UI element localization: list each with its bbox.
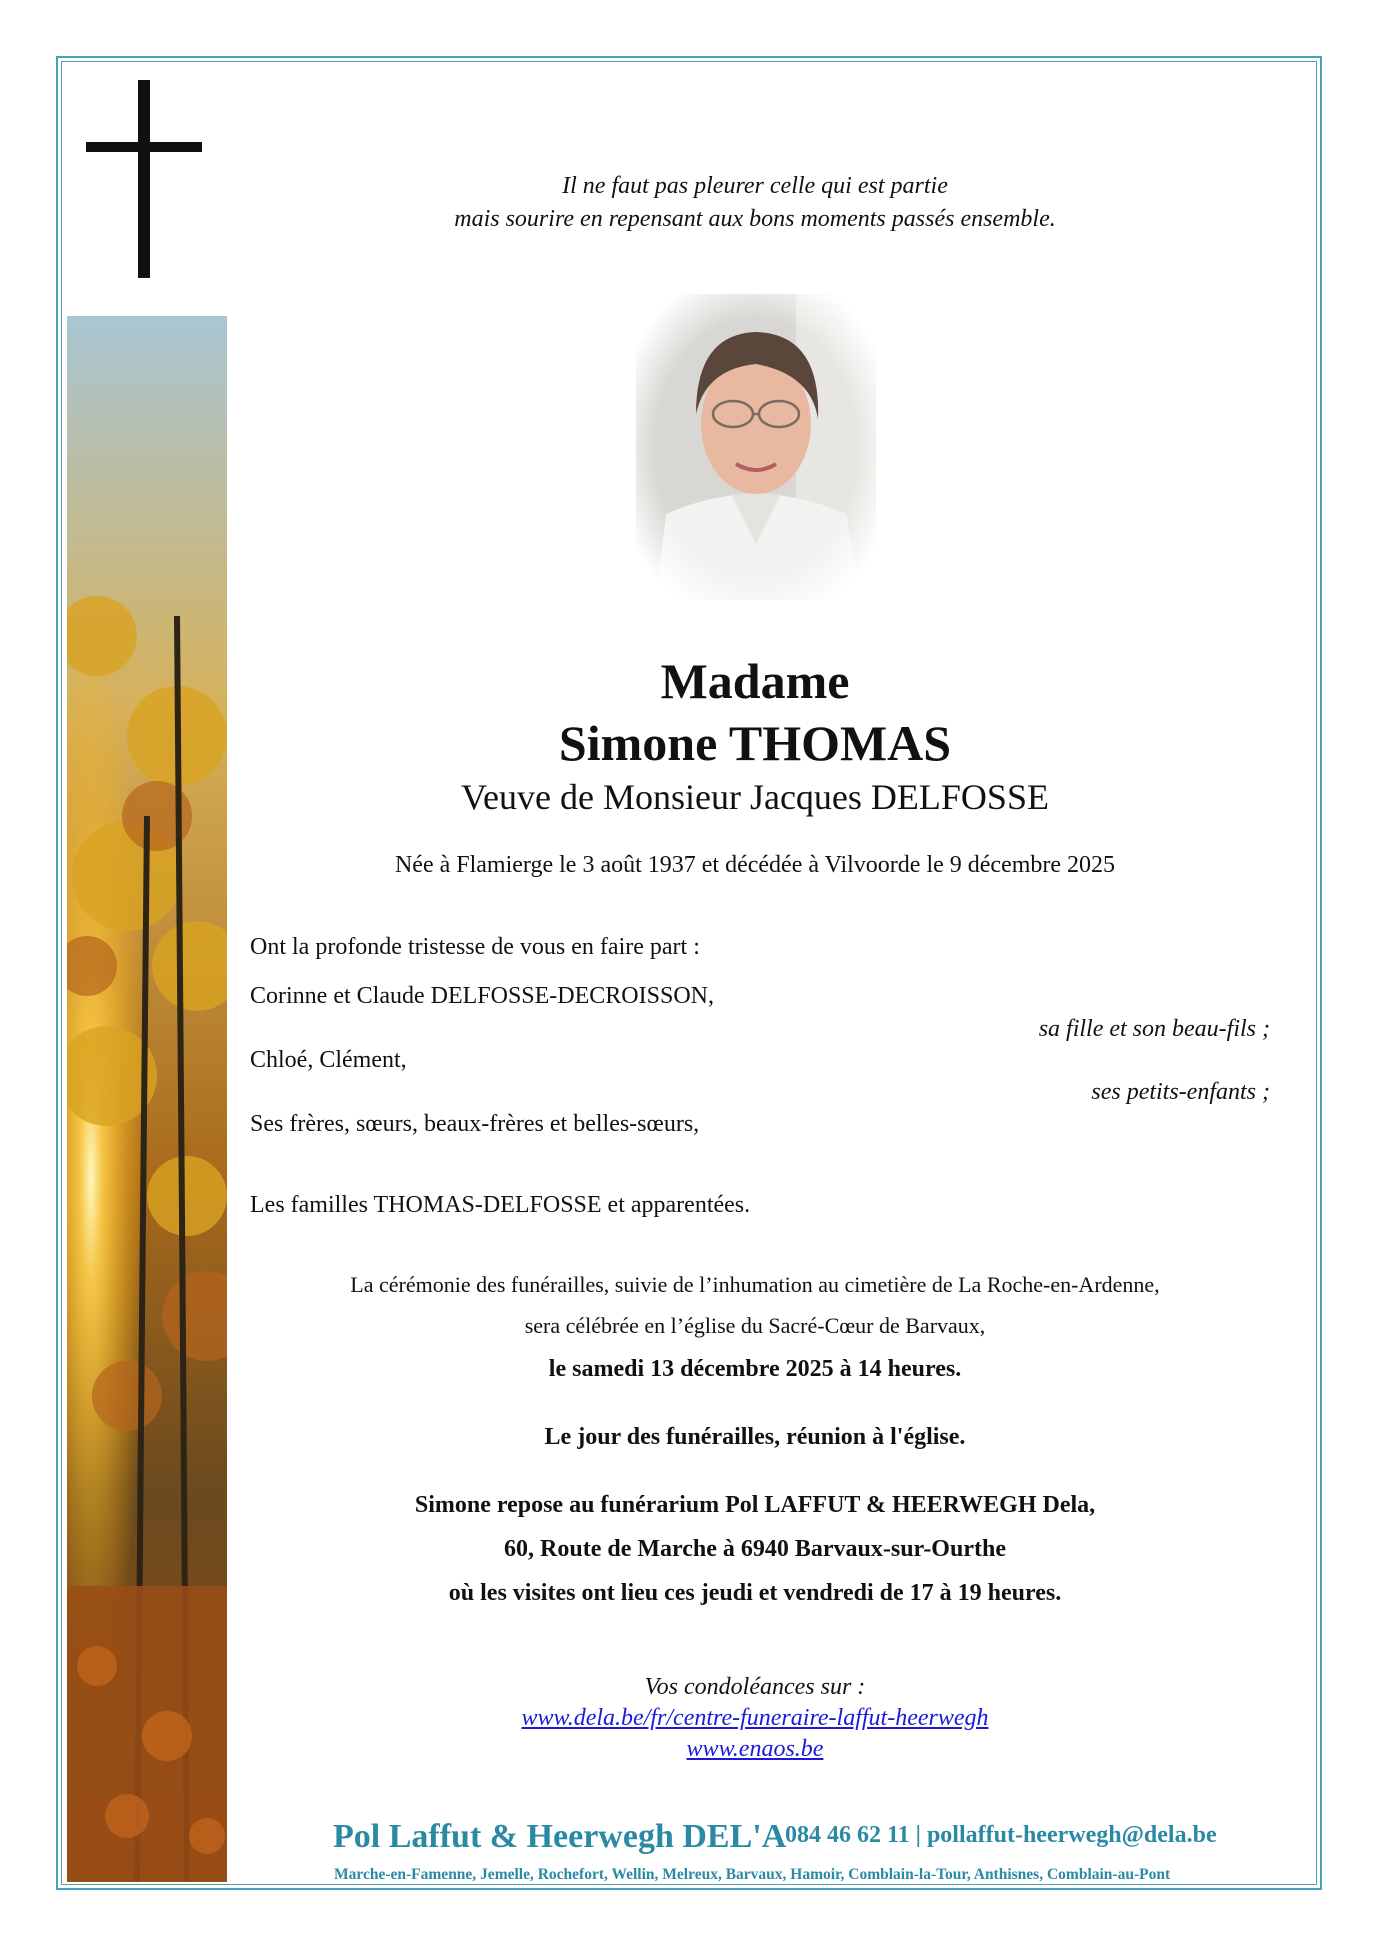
ceremony-line-2: sera célébrée en l’église du Sacré-Cœur de Barvaux, <box>524 1313 986 1338</box>
family-member-name: Ses frères, sœurs, beaux-frères et belles-sœurs, <box>250 1111 700 1137</box>
quote-line-1: Il ne faut pas pleurer celle qui est partie <box>562 173 948 199</box>
family-intro: Ont la profonde tristesse de vous en faire part : <box>250 934 700 960</box>
funerarium-line-1: Simone repose au funérarium Pol LAFFUT & HEERWEGH Dela, <box>414 1492 1096 1518</box>
condolences-label: Vos condoléances sur : <box>644 1674 866 1700</box>
birth-death-dates: Née à Flamierge le 3 août 1937 et décédée à Vilvoorde le 9 décembre 2025 <box>394 852 1116 878</box>
family-member-relation: sa fille et son beau-fils ; <box>1038 1016 1270 1042</box>
family-member-relation: ses petits-enfants ; <box>1091 1079 1270 1105</box>
ceremony-line-1: La cérémonie des funérailles, suivie de l’inhumation au cimetière de La Roche-en-Ardenne, <box>350 1272 1160 1297</box>
family-member-name: Corinne et Claude DELFOSSE-DECROISSON, <box>250 983 714 1009</box>
deceased-name: Simone THOMAS <box>558 715 952 771</box>
dela-condolences-link[interactable]: www.dela.be/fr/centre-funeraire-laffut-heerwegh <box>521 1705 989 1731</box>
cross-icon <box>86 80 202 278</box>
enaos-link[interactable]: www.enaos.be <box>686 1736 824 1762</box>
funeral-home-locations: Marche-en-Famenne, Jemelle, Rochefort, Wellin, Melreux, Barvaux, Hamoir, Comblain-la-Tour, Anthisnes, Comblain-au-Pont <box>334 1866 1171 1883</box>
ceremony-meeting: Le jour des funérailles, réunion à l'église. <box>544 1424 966 1450</box>
portrait-photo <box>636 294 876 600</box>
quote-line-2: mais sourire en repensant aux bons moments passés ensemble. <box>454 206 1056 232</box>
funerarium-line-3: où les visites ont lieu ces jeudi et vendredi de 17 à 19 heures. <box>448 1580 1062 1606</box>
funerarium-line-2: 60, Route de Marche à 6940 Barvaux-sur-Ourthe <box>504 1536 1006 1562</box>
funeral-home-brand: Pol Laffut & Heerwegh DEL'A <box>333 1818 787 1855</box>
deceased-title: Madame <box>660 653 850 709</box>
family-member-name: Les familles THOMAS-DELFOSSE et apparentées. <box>250 1192 751 1218</box>
autumn-tree-image <box>67 316 227 1882</box>
family-member-name: Chloé, Clément, <box>250 1047 407 1073</box>
widow-of: Veuve de Monsieur Jacques DELFOSSE <box>461 777 1049 817</box>
ceremony-date: le samedi 13 décembre 2025 à 14 heures. <box>548 1356 962 1382</box>
funeral-home-contact: 084 46 62 11 | pollaffut-heerwegh@dela.be <box>785 1822 1217 1848</box>
